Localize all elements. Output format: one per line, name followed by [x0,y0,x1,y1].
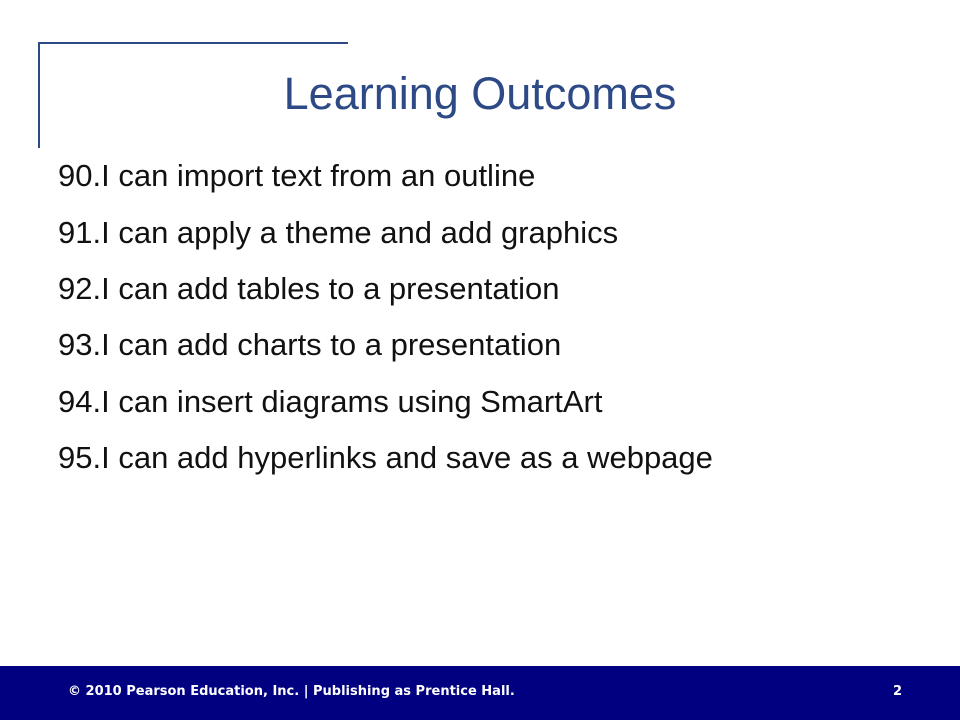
outcome-item [58,430,713,486]
outcome-text: I can import text from an outline [101,158,536,194]
outcome-item [58,317,713,373]
outcome-text: I can add tables to a presentation [101,270,560,306]
outcome-number: 92. [58,270,102,306]
copyright-text: © 2010 Pearson Education, Inc. | Publishing as Prentice Hall. [68,684,515,699]
outcome-number: 95. [58,440,102,476]
outcome-text: I can add hyperlinks and save as a webpage [101,440,713,476]
footer-bar [0,666,960,720]
outcome-item [58,148,713,204]
outcome-number: 90. [58,158,102,194]
decorative-top-line [40,42,348,44]
outcome-number: 93. [58,327,102,363]
outcome-text: I can apply a theme and add graphics [101,214,619,250]
slide-title: Learning Outcomes [283,68,677,119]
outcome-list [58,148,713,486]
page-number: 2 [893,684,903,699]
outcome-text: I can insert diagrams using SmartArt [101,383,603,419]
outcome-item [58,261,713,317]
outcome-number: 91. [58,214,102,250]
outcome-number: 94. [58,383,102,419]
outcome-item [58,204,713,260]
outcome-text: I can add charts to a presentation [101,327,562,363]
outcome-item [58,374,713,430]
